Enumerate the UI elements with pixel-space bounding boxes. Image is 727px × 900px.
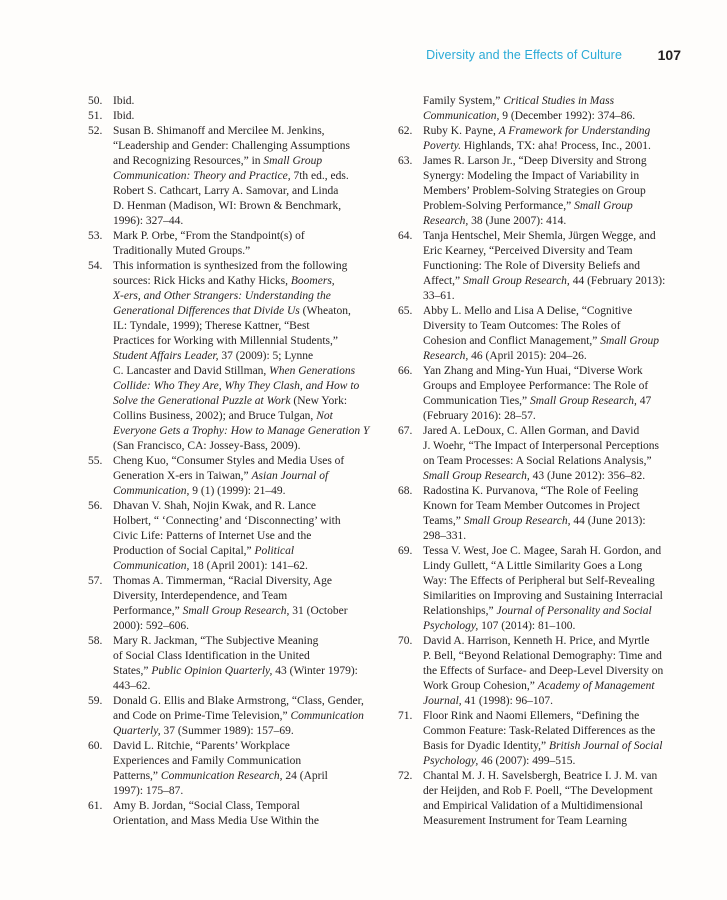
endnote-line <box>113 709 378 724</box>
endnote-line <box>113 169 378 184</box>
endnote <box>88 259 378 454</box>
endnote-line <box>423 664 688 679</box>
citation-title-italic: Journal, <box>423 695 462 707</box>
endnote-line <box>113 664 378 679</box>
endnote-text: C. Lancaster and David Stillman, <box>113 365 270 377</box>
citation-title-italic: Communication: Theory and Practice, <box>113 170 291 182</box>
endnote <box>398 544 688 634</box>
endnote-line <box>113 304 378 319</box>
endnote-text: 2000): 592–606. <box>113 620 190 632</box>
citation-title-italic: Everyone Gets a Trophy: How to Manage Generation Y <box>113 425 370 437</box>
endnote-line <box>113 814 378 829</box>
citation-title-italic: Psychology, <box>423 755 479 767</box>
endnote-number: 69. <box>398 545 413 557</box>
endnote-line <box>423 139 688 154</box>
endnote-number: 59. <box>88 695 103 707</box>
endnote-line <box>423 94 688 109</box>
endnote-text: 44 (February 2013): <box>569 275 666 287</box>
endnote <box>398 709 688 769</box>
endnote-line <box>423 334 688 349</box>
endnote-text: Problem-Solving Performance,” <box>423 200 575 212</box>
notes-column-left <box>88 94 378 829</box>
endnote-text: Work Group Cohesion,” <box>423 680 538 692</box>
endnote-text: (New York: <box>290 395 348 407</box>
endnote-text: (San Francisco, CA: Jossey-Bass, 2009). <box>113 440 301 452</box>
endnote-line <box>423 289 688 304</box>
endnote-text: 18 (April 2001): 141–62. <box>189 560 308 572</box>
endnote-line <box>113 694 378 709</box>
citation-title-italic: Research, <box>423 350 469 362</box>
citation-title-italic: Solve the Generational Puzzle at Work <box>113 395 291 407</box>
endnote-line <box>113 739 378 754</box>
endnote-line <box>113 289 378 304</box>
citation-title-italic: Communication, <box>113 485 190 497</box>
endnote-text: 31 (October <box>289 605 348 617</box>
endnote-line <box>423 499 688 514</box>
citation-title-italic: Generational Differences that Divide Us <box>113 305 300 317</box>
endnote <box>88 229 378 259</box>
endnote-line <box>113 769 378 784</box>
citation-title-italic: Small Group Research, <box>530 395 637 407</box>
endnote-line <box>423 709 688 724</box>
endnote-text: Family System,” <box>423 95 504 107</box>
endnote-text: Patterns,” <box>113 770 161 782</box>
endnote <box>398 484 688 544</box>
citation-title-italic: Critical Studies in Mass <box>503 95 615 107</box>
citation-title-italic: Communication <box>290 710 364 722</box>
endnote-text: 46 (April 2015): 204–26. <box>468 350 587 362</box>
endnote <box>88 634 378 694</box>
endnote-line <box>423 124 688 139</box>
endnote-line <box>423 559 688 574</box>
endnote-number: 68. <box>398 485 413 497</box>
endnote-text: Highlands, TX: aha! Process, Inc., 2001. <box>461 140 651 152</box>
endnote-text: on Team Processes: A Social Relations Analysis,” <box>423 455 652 467</box>
citation-title-italic: Communication, <box>113 560 190 572</box>
endnote-line <box>423 424 688 439</box>
endnote-line <box>423 484 688 499</box>
endnote-text: Synergy: Modeling the Impact of Variability in <box>423 170 640 182</box>
endnote <box>398 769 688 829</box>
endnote-text: Dhavan V. Shah, Nojin Kwak, and R. Lance <box>113 500 317 512</box>
endnote <box>88 109 378 124</box>
citation-title-italic: When Generations <box>269 365 356 377</box>
endnote-text: Common Feature: Task-Related Differences as the <box>423 725 656 737</box>
endnote-text: 43 (June 2012): 356–82. <box>529 470 646 482</box>
endnote <box>88 454 378 499</box>
endnote-line <box>423 439 688 454</box>
endnote-number: 50. <box>88 95 103 107</box>
citation-title-italic: Collide: Who They Are, Why They Clash, and How to <box>113 380 360 392</box>
endnote-line <box>423 649 688 664</box>
endnote-text: Affect,” <box>423 275 464 287</box>
citation-title-italic: Small Group Research, <box>463 515 571 527</box>
endnote-text: Ibid. <box>113 95 135 107</box>
endnote-number: 71. <box>398 710 413 722</box>
endnote-text: 44 (June 2013): <box>570 515 646 527</box>
endnote-text: Known for Team Member Outcomes in Project <box>423 500 640 512</box>
citation-title-italic: Communication Research, <box>160 770 283 782</box>
endnote-text: 46 (2007): 499–515. <box>478 755 576 767</box>
endnote-text: J. Woehr, “The Impact of Interpersonal Perceptions <box>423 440 659 452</box>
endnote-text: Mary R. Jackman, “The Subjective Meaning <box>113 635 319 647</box>
endnote-text: (February 2016): 28–57. <box>423 410 536 422</box>
endnote-text: Cheng Kuo, “Consumer Styles and Media Uses of <box>113 455 345 467</box>
endnote-text: P. Bell, “Beyond Relational Demography: Time and <box>423 650 662 662</box>
endnote-line <box>113 379 378 394</box>
endnote-text: Practices for Working with Millennial Students,” <box>113 335 338 347</box>
endnote-text: Donald G. Ellis and Blake Armstrong, “Class, Gender, <box>113 695 364 707</box>
endnote-line <box>423 454 688 469</box>
citation-title-italic: X-ers, and Other Strangers: Understanding the <box>113 290 331 302</box>
endnote-number: 62. <box>398 125 413 137</box>
endnote-line <box>423 184 688 199</box>
endnote-line <box>423 379 688 394</box>
endnote <box>88 574 378 634</box>
endnote-number: 60. <box>88 740 103 752</box>
endnote-line <box>113 484 378 499</box>
endnote-number: 72. <box>398 770 413 782</box>
endnote-line <box>113 319 378 334</box>
endnote-text: Robert S. Cathcart, Larry A. Samovar, and Linda <box>113 185 339 197</box>
endnote-line <box>113 634 378 649</box>
citation-title-italic: British Journal of Social <box>549 740 663 752</box>
endnote-line <box>113 394 378 409</box>
endnote-line <box>423 619 688 634</box>
endnote-text: Floor Rink and Naomi Ellemers, “Defining the <box>423 710 640 722</box>
running-header <box>0 47 727 67</box>
endnote-text: Tanja Hentschel, Meir Shemla, Jürgen Wegge, and <box>423 230 656 242</box>
endnote-number: 61. <box>88 800 103 812</box>
citation-title-italic: Student Affairs Leader, <box>113 350 219 362</box>
citation-title-italic: Psychology, <box>423 620 479 632</box>
endnote-line <box>423 724 688 739</box>
endnote-text: Relationships,” <box>423 605 497 617</box>
endnote-text: and Recognizing Resources,” in <box>113 155 264 167</box>
endnote-line <box>113 154 378 169</box>
endnote-line <box>113 184 378 199</box>
endnote-line <box>113 334 378 349</box>
endnote-text: Amy B. Jordan, “Social Class, Temporal <box>113 800 300 812</box>
citation-title-italic: Boomers, <box>290 275 335 287</box>
endnote-text: Ibid. <box>113 110 135 122</box>
endnote-text: Tessa V. West, Joe C. Magee, Sarah H. Gordon, and <box>423 545 662 557</box>
citation-title-italic: Poverty. <box>423 140 461 152</box>
endnote-line <box>423 604 688 619</box>
endnote-line <box>423 109 688 124</box>
endnote-line <box>113 469 378 484</box>
endnote <box>398 154 688 229</box>
endnote-text: sources: Rick Hicks and Kathy Hicks, <box>113 275 291 287</box>
endnote-line <box>423 364 688 379</box>
endnote-number: 57. <box>88 575 103 587</box>
endnote-line <box>113 574 378 589</box>
endnote-text: Thomas A. Timmerman, “Racial Diversity, Age <box>113 575 333 587</box>
endnote-text: Orientation, and Mass Media Use Within the <box>113 815 319 827</box>
endnote-text: Similarities on Improving and Sustaining Interracial <box>423 590 663 602</box>
endnote <box>398 304 688 364</box>
citation-title-italic: Not <box>316 410 333 422</box>
endnote-line <box>113 724 378 739</box>
endnote-line <box>113 229 378 244</box>
endnote-line <box>423 529 688 544</box>
endnote-line <box>113 589 378 604</box>
endnote-line <box>423 514 688 529</box>
endnote <box>398 424 688 484</box>
endnote-text: Traditionally Muted Groups.” <box>113 245 251 257</box>
endnote <box>88 694 378 739</box>
endnote-text: Lindy Gullett, “A Little Similarity Goes a Long <box>423 560 643 572</box>
endnote-text: Functioning: The Role of Diversity Beliefs and <box>423 260 640 272</box>
endnote-line <box>423 679 688 694</box>
endnote-text: 1996): 327–44. <box>113 215 184 227</box>
citation-title-italic: Small Group <box>574 200 633 212</box>
endnote-line <box>113 454 378 469</box>
citation-title-italic: Small Group Research, <box>463 275 570 287</box>
endnote-line <box>423 634 688 649</box>
endnote-text: 7th ed., eds. <box>290 170 349 182</box>
endnote-text: Susan B. Shimanoff and Mercilee M. Jenkins, <box>113 125 325 137</box>
endnote-line <box>423 814 688 829</box>
endnote-text: Ruby K. Payne, <box>423 125 499 137</box>
citation-title-italic: Small Group <box>600 335 659 347</box>
page-number: 107 <box>657 47 681 63</box>
endnote-text: 1997): 175–87. <box>113 785 184 797</box>
endnote-text: (Wheaton, <box>299 305 351 317</box>
endnote-number: 70. <box>398 635 413 647</box>
citation-title-italic: Research, <box>423 215 469 227</box>
endnote-text: 107 (2014): 81–100. <box>478 620 576 632</box>
endnote-line <box>423 544 688 559</box>
endnote-line <box>423 319 688 334</box>
endnote-number: 52. <box>88 125 103 137</box>
endnote-number: 63. <box>398 155 413 167</box>
endnote-line <box>423 589 688 604</box>
endnote-line <box>113 514 378 529</box>
endnote-text: 38 (June 2007): 414. <box>468 215 567 227</box>
endnote-line <box>113 799 378 814</box>
endnote-text: Chantal M. J. H. Savelsbergh, Beatrice I. J. M. van <box>423 770 658 782</box>
endnote-text: Generation X-ers in Taiwan,” <box>113 470 252 482</box>
citation-title-italic: Asian Journal of <box>251 470 329 482</box>
endnote-number: 56. <box>88 500 103 512</box>
endnote-line <box>423 304 688 319</box>
citation-title-italic: Journal of Personality and Social <box>496 605 652 617</box>
endnote-line <box>423 409 688 424</box>
citation-title-italic: Small Group Research, <box>423 470 530 482</box>
endnote-text: Members’ Problem-Solving Strategies on Group <box>423 185 646 197</box>
endnote <box>88 124 378 229</box>
endnote <box>398 94 688 124</box>
endnote-text: Experiences and Family Communication <box>113 755 302 767</box>
endnote-text: Yan Zhang and Ming-Yun Huai, “Diverse Work <box>423 365 643 377</box>
endnote-text: Abby L. Mello and Lisa A Delise, “Cognitive <box>423 305 633 317</box>
endnote-text: 33–61. <box>423 290 455 302</box>
endnote-line <box>113 544 378 559</box>
endnote-text: 9 (1) (1999): 21–49. <box>189 485 286 497</box>
endnote-line <box>423 229 688 244</box>
endnote-text: David A. Harrison, Kenneth H. Price, and Myrtle <box>423 635 650 647</box>
citation-title-italic: Small Group <box>263 155 323 167</box>
endnote-text: 9 (December 1992): 374–86. <box>499 110 636 122</box>
chapter-title: Diversity and the Effects of Culture <box>426 48 622 62</box>
endnote-line <box>423 799 688 814</box>
endnote-line <box>423 214 688 229</box>
endnote-line <box>113 619 378 634</box>
endnote <box>398 229 688 304</box>
endnote-text: the Effects of Surface- and Deep-Level Diversity on <box>423 665 664 677</box>
endnote-text: Communication Ties,” <box>423 395 531 407</box>
endnote-text: Performance,” <box>113 605 183 617</box>
notes-column-right <box>398 94 688 829</box>
endnote-text: 443–62. <box>113 680 151 692</box>
endnote-line <box>113 679 378 694</box>
endnote-text: Measurement Instrument for Team Learning <box>423 815 627 827</box>
endnote-line <box>113 94 378 109</box>
endnote-text: 298–331. <box>423 530 467 542</box>
citation-title-italic: A Framework for Understanding <box>498 125 651 137</box>
endnote-text: Eric Kearney, “Perceived Diversity and Team <box>423 245 633 257</box>
endnote-text: Basis for Dyadic Identity,” <box>423 740 550 752</box>
endnote-text: and Code on Prime-Time Television,” <box>113 710 291 722</box>
endnote-text: Diversity to Team Outcomes: The Roles of <box>423 320 621 332</box>
endnote-text: Radostina K. Purvanova, “The Role of Feeling <box>423 485 639 497</box>
endnote-text: Teams,” <box>423 515 464 527</box>
endnote-text: 37 (Summer 1989): 157–69. <box>160 725 294 737</box>
endnote <box>398 634 688 709</box>
endnote-number: 67. <box>398 425 413 437</box>
endnote-line <box>113 604 378 619</box>
endnote-text: 47 <box>636 395 652 407</box>
endnote-text: 24 (April <box>282 770 328 782</box>
endnote-text: Holbert, “ ‘Connecting’ and ‘Disconnecting’ with <box>113 515 341 527</box>
citation-title-italic: Academy of Management <box>537 680 655 692</box>
endnote-text: James R. Larson Jr., “Deep Diversity and Strong <box>423 155 647 167</box>
endnote-line <box>113 529 378 544</box>
endnote-text: Collins Business, 2002); and Bruce Tulgan, <box>113 410 317 422</box>
citation-title-italic: Quarterly, <box>113 725 161 737</box>
endnote-text: Jared A. LeDoux, C. Allen Gorman, and David <box>423 425 640 437</box>
endnote-text: This information is synthesized from the following <box>113 260 348 272</box>
endnote-text: Production of Social Capital,” <box>113 545 255 557</box>
endnote-line <box>423 739 688 754</box>
endnote-line <box>423 199 688 214</box>
endnote-text: Mark P. Orbe, “From the Standpoint(s) of <box>113 230 305 242</box>
endnote <box>398 364 688 424</box>
endnote-line <box>113 559 378 574</box>
endnote-line <box>113 784 378 799</box>
endnote-text: D. Henman (Madison, WI: Brown & Benchmark, <box>113 200 342 212</box>
endnote-line <box>113 139 378 154</box>
citation-title-italic: Political <box>254 545 295 557</box>
endnote-line <box>113 109 378 124</box>
endnote-line <box>423 349 688 364</box>
endnote-number: 64. <box>398 230 413 242</box>
endnote-line <box>113 424 378 439</box>
endnote-number: 51. <box>88 110 103 122</box>
endnote-line <box>423 769 688 784</box>
endnote-text: and Empirical Validation of a Multidimensional <box>423 800 643 812</box>
endnote-text: Groups and Employee Performance: The Role of <box>423 380 649 392</box>
endnote-text: Diversity, Interdependence, and Team <box>113 590 288 602</box>
citation-title-italic: Communication, <box>423 110 500 122</box>
endnote-line <box>423 259 688 274</box>
endnote-line <box>113 124 378 139</box>
endnote-text: Way: The Effects of Peripheral but Self-Revealing <box>423 575 655 587</box>
endnote-text: 37 (2009): 5; Lynne <box>218 350 314 362</box>
endnote-line <box>113 244 378 259</box>
endnote-text: of Social Class Identification in the United <box>113 650 310 662</box>
endnote <box>88 499 378 574</box>
endnote-line <box>423 574 688 589</box>
endnote-text: der Heijden, and Rob F. Poell, “The Development <box>423 785 653 797</box>
endnote-line <box>113 214 378 229</box>
endnote-line <box>423 169 688 184</box>
endnote <box>398 124 688 154</box>
endnote-line <box>423 244 688 259</box>
endnote-text: David L. Ritchie, “Parents’ Workplace <box>113 740 290 752</box>
endnote-number: 53. <box>88 230 103 242</box>
endnote <box>88 799 378 829</box>
endnote-line <box>113 259 378 274</box>
endnote-line <box>423 784 688 799</box>
endnote-line <box>113 499 378 514</box>
endnote-line <box>113 649 378 664</box>
endnote-number: 54. <box>88 260 103 272</box>
endnote-line <box>423 274 688 289</box>
endnote-line <box>423 694 688 709</box>
endnote-number: 66. <box>398 365 413 377</box>
endnote-line <box>423 754 688 769</box>
endnote-text: States,” <box>113 665 152 677</box>
endnote-line <box>113 439 378 454</box>
endnote-number: 58. <box>88 635 103 647</box>
endnote-text: 41 (1998): 96–107. <box>461 695 554 707</box>
endnote-line <box>113 364 378 379</box>
endnote <box>88 94 378 109</box>
endnote-line <box>423 154 688 169</box>
endnote-text: Civic Life: Patterns of Internet Use and the <box>113 530 312 542</box>
endnote-text: IL: Tyndale, 1999); Therese Kattner, “Best <box>113 320 310 332</box>
endnote-number: 55. <box>88 455 103 467</box>
endnote-text: “Leadership and Gender: Challenging Assumptions <box>113 140 350 152</box>
endnote-line <box>113 754 378 769</box>
citation-title-italic: Small Group Research, <box>182 605 290 617</box>
endnote-text: 43 (Winter 1979): <box>272 665 358 677</box>
endnote-line <box>423 469 688 484</box>
endnote-line <box>113 349 378 364</box>
endnote-line <box>113 409 378 424</box>
endnote-text: Cohesion and Conflict Management,” <box>423 335 601 347</box>
endnote-line <box>113 199 378 214</box>
endnote <box>88 739 378 799</box>
endnote-line <box>423 394 688 409</box>
citation-title-italic: Public Opinion Quarterly, <box>151 665 273 677</box>
endnote-number: 65. <box>398 305 413 317</box>
endnote-line <box>113 274 378 289</box>
